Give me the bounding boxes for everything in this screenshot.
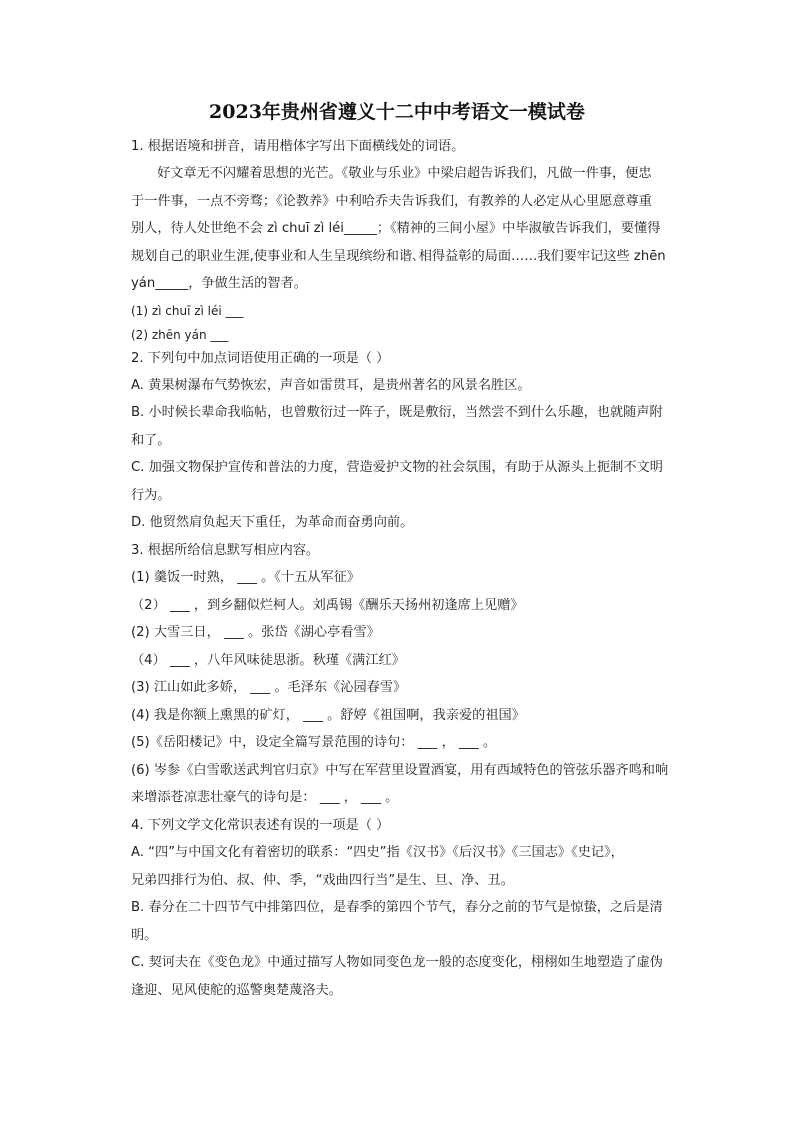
q3-item: (5)《岳阳楼记》中，设定全篇写景范围的诗句： ___ ， ___ 。	[131, 735, 497, 750]
q2-option-c: C. 加强文物保护宣传和普法的力度，营造爱护文物的社会氛围，有助于从源头上扼制不文明	[131, 460, 663, 475]
q3-item: (6) 岑参《白雪歌送武判官归京》中写在军营里设置酒宴，用有西域特色的管弦乐器齐鸣和响	[131, 763, 669, 778]
q1-passage-line: 别人，待人处世绝不会 zì chuī zì léi_____；《精神的三间小屋》中毕淑敏告诉我们，要懂得	[131, 221, 661, 236]
q3-item: (2) 大雪三日， ___ 。张岱《湖心亭看雪》	[131, 625, 380, 640]
q1-passage-line: 规划自己的职业生涯,使事业和人生呈现缤纷和谐､相得益彰的局面……我们要牢记这些 zhēn	[131, 249, 666, 264]
q4-option-c-cont: 逢迎、见风使舵的巡警奥楚蔑洛夫。	[131, 983, 342, 998]
q1-passage-line: yán_____，争做生活的智者。	[131, 276, 307, 291]
q2-option-a: A. 黄果树瀑布气势恢宏，声音如雷贯耳，是贵州著名的风景名胜区。	[131, 378, 531, 393]
q4-option-b-cont: 明。	[131, 928, 158, 943]
q1-prompt: 1. 根据语境和拼音，请用楷体字写出下面横线处的词语。	[131, 139, 465, 154]
q2-option-b: B. 小时候长辈命我临帖，也曾敷衍过一阵子，既是敷衍，当然尝不到什么乐趣，也就随声附	[131, 405, 663, 420]
q4-option-b: B. 春分在二十四节气中排第四位，是春季的第四个节气，春分之前的节气是惊蛰，之后是清	[131, 900, 663, 915]
q3-item: (1) 羹饭一时熟， ___ 。《十五从军征》	[131, 570, 361, 585]
q4-option-c: C. 契诃夫在《变色龙》中通过描写人物如同变色龙一般的态度变化，栩栩如生地塑造了虚伪	[131, 955, 663, 970]
q2-option-d: D. 他贸然肩负起天下重任，为革命而奋勇向前。	[131, 515, 414, 530]
q1-sub-2: (2) zhēn yán ___	[131, 328, 229, 342]
exam-title: 2023年贵州省遵义十二中中考语文一模试卷	[209, 101, 585, 123]
q1-passage-line: 好文章无不闪耀着思想的光芒。《敬业与乐业》中梁启超告诉我们，凡做一件事，便忠	[157, 166, 652, 181]
q3-item: (3) 江山如此多娇， ___ 。毛泽东《沁园春雪》	[131, 680, 407, 695]
q2-option-b-cont: 和了。	[131, 433, 171, 448]
q2-option-c-cont: 行为。	[131, 488, 171, 503]
q2-prompt: 2. 下列句中加点词语使用正确的一项是（ ）	[131, 351, 390, 366]
q3-item: (4) 我是你额上熏黑的矿灯， ___ 。舒婷《祖国啊，我亲爱的祖国》	[131, 708, 525, 723]
q4-option-a-cont: 兄弟四排行为伯、叔、仲、季，“戏曲四行当”是生、旦、净、丑。	[131, 873, 514, 888]
q3-item: （2） ___ ，到乡翻似烂柯人。刘禹锡《酬乐天扬州初逢席上见赠》	[131, 598, 524, 613]
q1-passage-line: 于一件事，一点不旁骛；《论教养》中利哈乔夫告诉我们，有教养的人必定从心里愿意尊重	[131, 194, 652, 209]
q3-prompt: 3. 根据所给信息默写相应内容。	[131, 543, 320, 558]
q4-option-a: A. “四”与中国文化有着密切的联系：“四史”指《汉书》《后汉书》《三国志》《史记》，	[131, 845, 624, 860]
q4-prompt: 4. 下列文学文化常识表述有误的一项是（ ）	[131, 818, 390, 833]
q3-item: （4） ___ ，八年风味徒思浙。秋瑾《满江红》	[131, 653, 405, 668]
q3-item-cont: 来增添苍凉悲壮豪气的诗句是： ___ ， ___ 。	[131, 790, 399, 805]
q1-sub-1: (1) zì chuī zì léi ___	[131, 304, 244, 318]
